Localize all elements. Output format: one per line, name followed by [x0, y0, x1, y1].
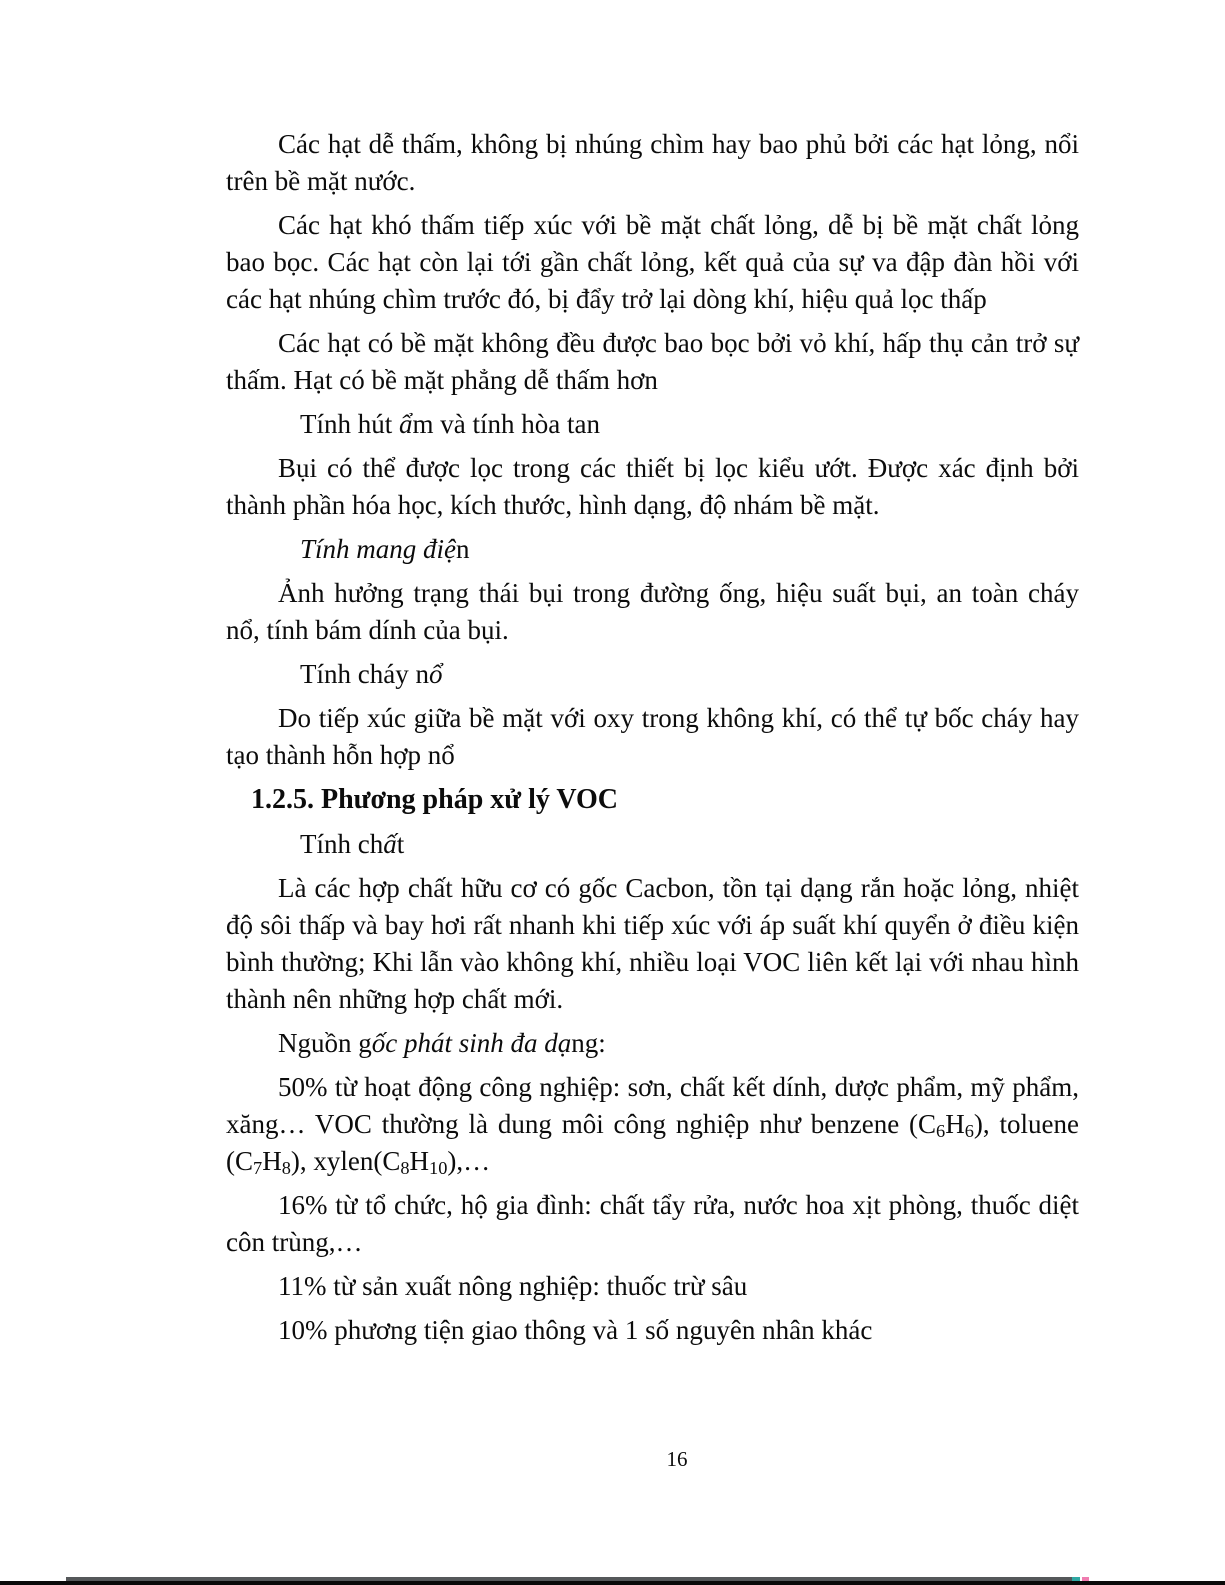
paragraph-16-percent-household: 16% từ tổ chức, hộ gia đình: chất tẩy rửa, nước hoa xịt phòng, thuốc diệt côn trùng,…: [226, 1190, 1079, 1257]
subheading-flammability: Tính cháy nổ: [300, 659, 443, 689]
subheading-origin-sources: Nguồn gốc phát sinh đa dạng:: [278, 1028, 606, 1058]
subheading-hygroscopic-solubility: Tính hút ẩm và tính hòa tan: [300, 409, 600, 439]
section-heading-voc-treatment: 1.2.5. Phương pháp xử lý VOC: [251, 784, 619, 815]
subheading-electric-charge: Tính mang điện: [300, 534, 470, 564]
paragraph-hard-to-wet-particles: Các hạt khó thấm tiếp xúc với bề mặt chất lỏng, dễ bị bề mặt chất lỏng bao bọc. Các hạt còn lại tới gần chất lỏng, kết quả của sự va đập đàn hồi với các hạt nhúng chìm trước đó, bị đẩy trở lại dòng khí, hiệu quả lọc thấp: [226, 210, 1079, 314]
subheading-properties: Tính chất: [300, 829, 405, 859]
paragraph-10-percent-transport: 10% phương tiện giao thông và 1 số nguyên nhân khác: [278, 1315, 873, 1345]
paragraph-self-ignition: Do tiếp xúc giữa bề mặt với oxy trong không khí, có thể tự bốc cháy hay tạo thành hỗn hợp nổ: [226, 703, 1079, 770]
paragraph-uneven-surface-particles: Các hạt có bề mặt không đều được bao bọc bởi vỏ khí, hấp thụ cản trở sự thấm. Hạt có bề mặt phẳng dễ thấm hơn: [226, 328, 1079, 395]
paragraph-11-percent-agriculture: 11% từ sản xuất nông nghiệp: thuốc trừ sâu: [278, 1271, 748, 1301]
footer-black-line: [0, 1581, 1225, 1585]
paragraph-charge-effects: Ảnh hưởng trạng thái bụi trong đường ống, hiệu suất bụi, an toàn cháy nổ, tính bám dính của bụi.: [226, 578, 1079, 645]
page-number: 16: [666, 1447, 688, 1471]
paragraph-50-percent-industry: 50% từ hoạt động công nghiệp: sơn, chất kết dính, dược phẩm, mỹ phẩm, xăng… VOC thường là dung môi công nghiệp như benzene (C6H6), toluene (C7H8), xylen(C8H10),…: [226, 1072, 1079, 1179]
document-page: [226, 126, 1079, 1356]
paragraph-wettable-particles: Các hạt dễ thấm, không bị nhúng chìm hay bao phủ bởi các hạt lỏng, nổi trên bề mặt nước.: [226, 129, 1079, 196]
paragraph-voc-definition: Là các hợp chất hữu cơ có gốc Cacbon, tồn tại dạng rắn hoặc lỏng, nhiệt độ sôi thấp và bay hơi rất nhanh khi tiếp xúc với áp suất khí quyển ở điều kiện bình thường; Khi lẫn vào không khí, nhiều loại VOC liên kết lại với nhau hình thành nên những hợp chất mới.: [226, 873, 1079, 1014]
paragraph-wet-filtering: Bụi có thể được lọc trong các thiết bị lọc kiểu ướt. Được xác định bởi thành phần hóa học, kích thước, hình dạng, độ nhám bề mặt.: [226, 453, 1079, 520]
